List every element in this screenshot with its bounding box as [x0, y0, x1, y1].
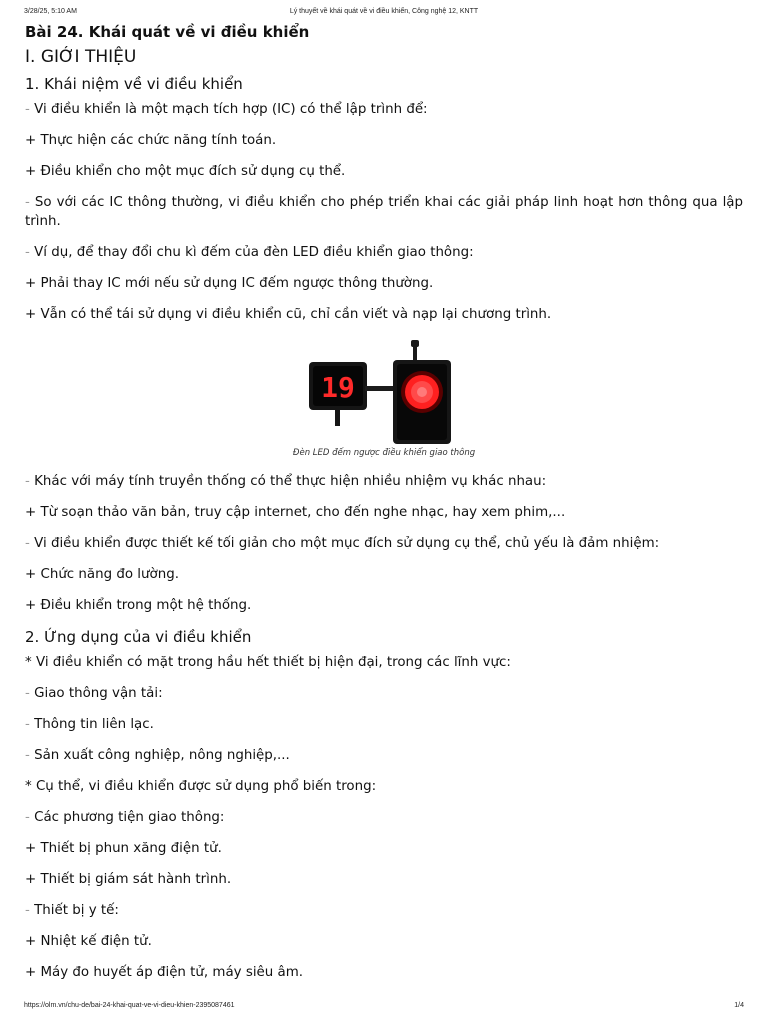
- countdown-number: 19: [321, 371, 355, 404]
- traffic-light-figure: [25, 340, 743, 458]
- paragraph: + Điều khiển trong một hệ thống.: [25, 598, 252, 613]
- figure-caption: Đèn LED đếm ngược điều khiển giao thông: [292, 448, 476, 458]
- print-page-number: 1/4: [734, 1002, 744, 1009]
- paragraph: - Vi điều khiển là một mạch tích hợp (IC) có thể lập trình để:: [25, 102, 428, 117]
- paragraph: * Vi điều khiển có mặt trong hầu hết thiết bị hiện đại, trong các lĩnh vực:: [25, 655, 511, 670]
- paragraph: - Thông tin liên lạc.: [25, 717, 154, 732]
- paragraph: + Vẫn có thể tái sử dụng vi điều khiển cũ, chỉ cần viết và nạp lại chương trình.: [25, 307, 552, 322]
- paragraph: + Máy đo huyết áp điện tử, máy siêu âm.: [25, 965, 304, 980]
- paragraph: - Giao thông vận tải:: [25, 686, 163, 701]
- article-content: [25, 22, 743, 994]
- applications-paragraphs: [25, 653, 743, 982]
- paragraph: + Chức năng đo lường.: [25, 567, 179, 582]
- paragraph: + Phải thay IC mới nếu sử dụng IC đếm ngược thông thường.: [25, 276, 434, 291]
- page-title: Bài 24. Khái quát về vi điều khiển: [25, 23, 310, 41]
- paragraph: + Từ soạn thảo văn bản, truy cập internet, cho đến nghe nhạc, hay xem phim,...: [25, 505, 566, 520]
- paragraph: - Sản xuất công nghiệp, nông nghiệp,...: [25, 748, 290, 763]
- sub-heading-concept: 1. Khái niệm về vi điều khiển: [25, 75, 243, 93]
- section-heading-intro: I. GIỚI THIỆU: [25, 47, 137, 67]
- sub-heading-applications: 2. Ứng dụng của vi điều khiển: [25, 628, 252, 646]
- paragraph: - Các phương tiện giao thông:: [25, 810, 225, 825]
- traffic-light-image: [309, 340, 459, 444]
- paragraph: - Thiết bị y tế:: [25, 903, 119, 918]
- paragraph: + Thiết bị phun xăng điện tử.: [25, 841, 222, 856]
- print-header: [24, 8, 744, 18]
- paragraph: - Ví dụ, để thay đổi chu kì đếm của đèn LED điều khiển giao thông:: [25, 245, 474, 260]
- paragraph: + Điều khiển cho một mục đích sử dụng cụ thể.: [25, 164, 346, 179]
- concept-paragraphs-bottom: [25, 472, 743, 615]
- print-datetime: 3/28/25, 5:10 AM: [24, 8, 77, 15]
- print-doc-title: Lý thuyết về khái quát về vi điều khiển, Công nghệ 12, KNTT: [289, 8, 479, 15]
- paragraph: - So với các IC thông thường, vi điều khiển cho phép triển khai các giải pháp linh hoạt hơn thông qua lập trình.: [25, 195, 743, 229]
- paragraph: + Thiết bị giám sát hành trình.: [25, 872, 232, 887]
- paragraph: + Nhiệt kế điện tử.: [25, 934, 152, 949]
- paragraph: - Khác với máy tính truyền thống có thể thực hiện nhiều nhiệm vụ khác nhau:: [25, 474, 547, 489]
- paragraph: + Thực hiện các chức năng tính toán.: [25, 133, 277, 148]
- print-url[interactable]: https://olm.vn/chu-de/bai-24-khai-quat-ve-vi-dieu-khien-2395087461: [24, 1002, 235, 1009]
- paragraph: - Vi điều khiển được thiết kế tối giản cho một mục đích sử dụng cụ thể, chủ yếu là đảm nhiệm:: [25, 536, 660, 551]
- paragraph: * Cụ thể, vi điều khiển được sử dụng phổ biến trong:: [25, 779, 377, 794]
- concept-paragraphs-top: [25, 100, 743, 324]
- print-footer: [24, 1002, 744, 1012]
